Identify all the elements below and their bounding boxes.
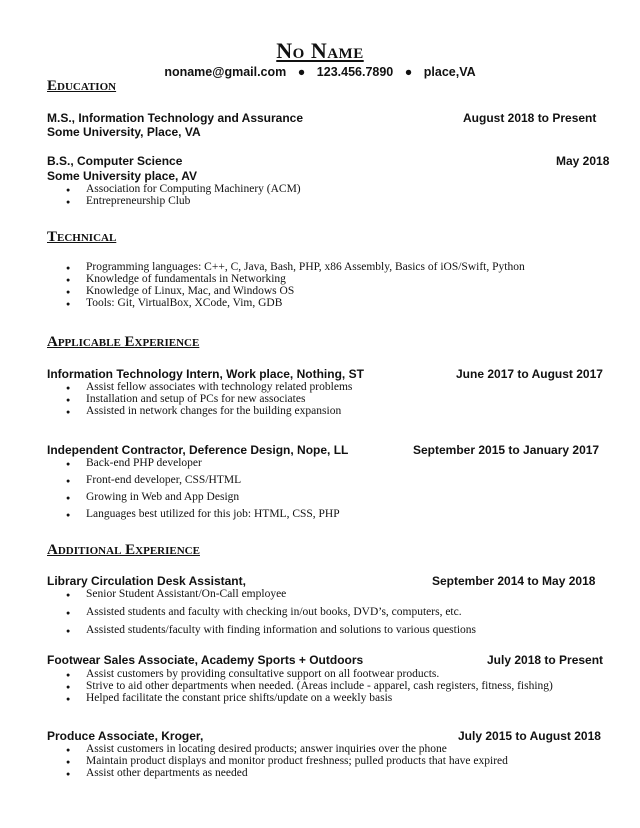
list-item: ● Strive to aid other departments when needed. (Areas include - apparel, cash registers, fitness, fishing)	[66, 680, 553, 692]
list-item: ● Assisted students and faculty with checking in/out books, DVD’s, computers, etc.	[66, 606, 476, 624]
job-title-row	[47, 574, 615, 588]
ms-school: Some University, Place, VA	[47, 125, 201, 139]
list-item: ● Maintain product displays and monitor product freshness; pulled products that have expired	[66, 755, 508, 767]
job-role: Footwear Sales Associate, Academy Sports + Outdoors	[47, 653, 364, 667]
job-date: July 2015 to August 2018	[458, 729, 601, 743]
job-bullet-list	[66, 743, 508, 779]
job-role: Produce Associate, Kroger,	[47, 729, 204, 743]
job-role: Information Technology Intern, Work place, Nothing, ST	[47, 367, 364, 381]
list-item: ● Assist other departments as needed	[66, 767, 508, 779]
section-title-technical: Technical	[47, 229, 117, 245]
bs-bullet-list	[66, 183, 301, 207]
bs-degree: B.S., Computer Science	[47, 154, 183, 168]
list-item: ● Assist customers in locating desired products; answer inquiries over the phone	[66, 743, 508, 755]
list-item: ● Languages best utilized for this job: HTML, CSS, PHP	[66, 508, 340, 525]
list-item: ● Entrepreneurship Club	[66, 195, 301, 207]
job-bullet-list	[66, 668, 553, 704]
list-item: ● Tools: Git, VirtualBox, XCode, Vim, GDB	[66, 297, 525, 309]
job-date: July 2018 to Present	[487, 653, 604, 667]
list-item: ● Knowledge of Linux, Mac, and Windows OS	[66, 285, 525, 297]
list-item: ● Programming languages: C++, C, Java, Bash, PHP, x86 Assembly, Basics of iOS/Swift, Python	[66, 261, 525, 273]
list-item: ● Back-end PHP developer	[66, 457, 340, 474]
list-item: ● Assist fellow associates with technology related problems	[66, 381, 352, 393]
list-item: ● Growing in Web and App Design	[66, 491, 340, 508]
candidate-name: No Name	[276, 38, 364, 63]
ms-degree: M.S., Information Technology and Assurance	[47, 111, 304, 125]
location: place,VA	[423, 65, 476, 79]
job-title-row	[47, 443, 615, 457]
job-date: September 2015 to January 2017	[413, 443, 600, 457]
job-role: Independent Contractor, Deference Design, Nope, LL	[47, 443, 349, 457]
job-date: September 2014 to May 2018	[432, 574, 596, 588]
list-item: ● Knowledge of fundamentals in Networking	[66, 273, 525, 285]
job-title-row	[47, 653, 615, 667]
technical-bullet-list	[66, 261, 525, 309]
bs-degree-row	[47, 154, 615, 168]
job-date: June 2017 to August 2017	[456, 367, 603, 381]
section-title-education: Education	[47, 78, 117, 94]
list-item: ● Assisted students/faculty with finding information and solutions to various questions	[66, 624, 476, 642]
bullet-separator: ●	[297, 65, 306, 79]
section-title-applicable-experience: Applicable Experience	[47, 334, 200, 350]
job-bullet-list	[66, 457, 340, 525]
section-title-additional-experience: Additional Experience	[47, 542, 200, 558]
list-item: ● Association for Computing Machinery (ACM)	[66, 183, 301, 195]
email: noname@gmail.com	[164, 65, 287, 79]
contact-line	[0, 65, 640, 79]
list-item: ● Helped facilitate the constant price shifts/update on a weekly basis	[66, 692, 553, 704]
bullet-separator: ●	[404, 65, 413, 79]
list-item: ● Senior Student Assistant/On-Call employee	[66, 588, 476, 606]
phone: 123.456.7890	[316, 65, 394, 79]
bs-school: Some University place, AV	[47, 169, 198, 183]
ms-degree-row	[47, 111, 615, 125]
job-role: Library Circulation Desk Assistant,	[47, 574, 246, 588]
list-item: ● Assist customers by providing consultative support on all footwear products.	[66, 668, 553, 680]
job-title-row	[47, 729, 615, 743]
job-bullet-list	[66, 588, 476, 642]
job-title-row	[47, 367, 615, 381]
bs-date: May 2018	[556, 154, 610, 168]
list-item: ● Installation and setup of PCs for new associates	[66, 393, 352, 405]
list-item: ● Front-end developer, CSS/HTML	[66, 474, 340, 491]
list-item: ● Assisted in network changes for the building expansion	[66, 405, 352, 417]
ms-date: August 2018 to Present	[463, 111, 597, 125]
job-bullet-list	[66, 381, 352, 417]
